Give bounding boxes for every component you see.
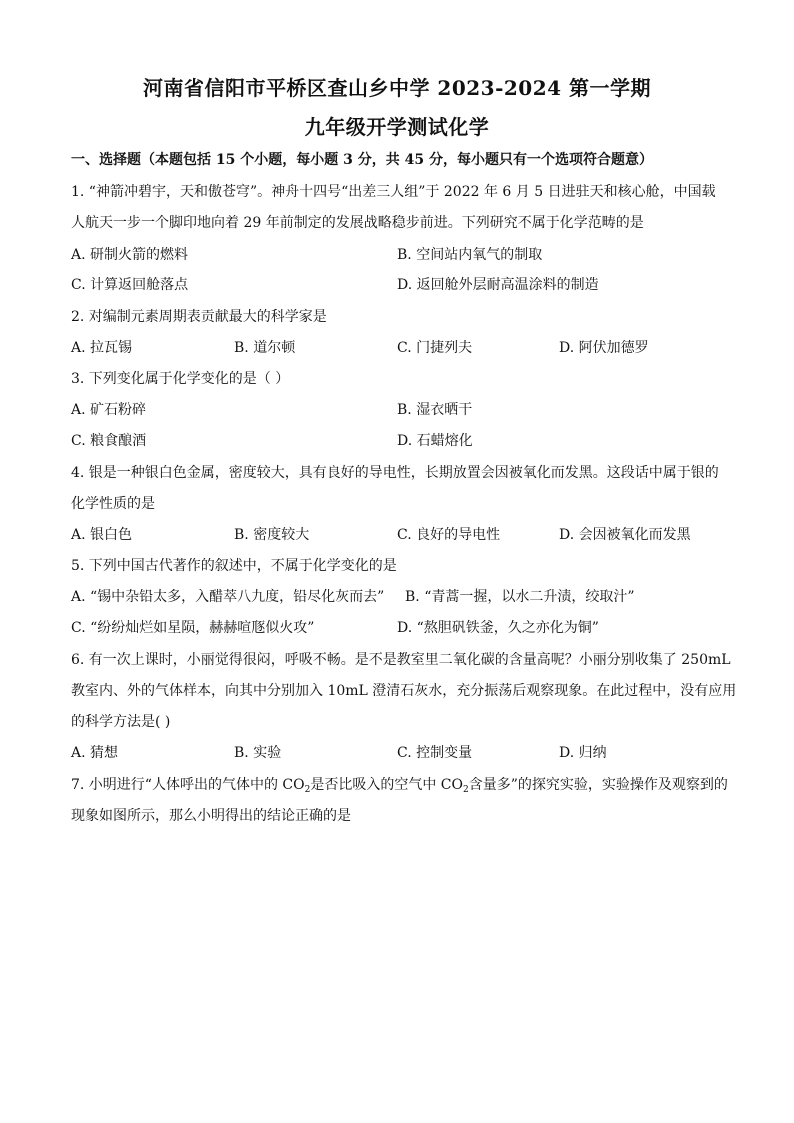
question-5-option-d: D. “熬胆矾铁釜，久之亦化为铜” xyxy=(397,620,599,636)
question-1-option-a: A. 研制火箭的燃料 xyxy=(71,247,189,263)
exam-subtitle: 九年级开学测试化学 xyxy=(304,115,490,139)
question-2-stem: 2. 对编制元素周期表贡献最大的科学家是 xyxy=(71,309,327,325)
question-3-option-c: C. 粮食酿酒 xyxy=(71,433,147,449)
question-5-stem: 5. 下列中国古代著作的叙述中，不属于化学变化的是 xyxy=(71,558,397,574)
question-1-option-c: C. 计算返回舱落点 xyxy=(71,277,189,293)
question-6-option-d: D. 归纳 xyxy=(559,745,607,761)
question-6-stem-line1: 6. 有一次上课时，小丽觉得很闷，呼吸不畅。是不是教室里二氧化碳的含量高呢？小丽分别收集了 250mL xyxy=(71,652,731,668)
question-2-option-b: B. 道尔顿 xyxy=(234,340,296,356)
question-4-option-b: B. 密度较大 xyxy=(234,527,310,543)
exam-title: 河南省信阳市平桥区查山乡中学 2023-2024 第一学期 xyxy=(142,76,652,100)
subscript-2: 2 xyxy=(304,785,311,795)
question-4-option-d: D. 会因被氧化而发黑 xyxy=(559,527,691,543)
question-7-text-part1: 7. 小明进行“人体呼出的气体中的 CO xyxy=(71,777,305,793)
question-7-text-part2: 是否比吸入的空气中 CO xyxy=(310,777,463,793)
question-5-option-b: B. “青蒿一握，以水二升渍，绞取汁” xyxy=(405,589,635,605)
question-2-option-d: D. 阿伏加德罗 xyxy=(559,340,649,356)
question-1-option-b: B. 空间站内氧气的制取 xyxy=(397,247,543,263)
question-7-stem-line2: 现象如图所示，那么小明得出的结论正确的是 xyxy=(71,808,351,824)
question-2-option-a: A. 拉瓦锡 xyxy=(71,340,133,356)
question-4-stem-line2: 化学性质的是 xyxy=(71,496,155,512)
question-5-option-a: A. “锡中杂铅太多，入醋萃八九度，铅尽化灰而去” xyxy=(71,589,385,605)
question-2-option-c: C. 门捷列夫 xyxy=(397,340,473,356)
section-heading: 一、选择题（本题包括 15 个小题，每小题 3 分，共 45 分，每小题只有一个选项符合题意） xyxy=(71,152,653,168)
question-7-stem-line1 xyxy=(71,775,728,795)
subscript-2: 2 xyxy=(462,785,469,795)
question-3-option-a: A. 矿石粉碎 xyxy=(71,402,147,418)
question-1-option-d: D. 返回舱外层耐高温涂料的制造 xyxy=(397,277,599,293)
question-3-option-b: B. 湿衣晒干 xyxy=(397,402,473,418)
question-7-text-part3: 含量多”的探究实验，实验操作及观察到的 xyxy=(468,777,728,793)
question-6-option-b: B. 实验 xyxy=(234,745,282,761)
question-6-option-a: A. 猜想 xyxy=(71,745,119,761)
question-1-stem-line2: 人航天一步一个脚印地向着 29 年前制定的发展战略稳步前进。下列研究不属于化学范畴的是 xyxy=(71,215,644,231)
question-3-option-d: D. 石蜡熔化 xyxy=(397,433,473,449)
question-3-stem: 3. 下列变化属于化学变化的是（ ） xyxy=(71,371,290,387)
question-5-option-c: C. “纷纷灿烂如星陨，赫赫喧豗似火攻” xyxy=(71,620,315,636)
question-4-option-a: A. 银白色 xyxy=(71,527,133,543)
question-6-stem-line2: 教室内、外的气体样本，向其中分别加入 10mL 澄清石灰水，充分振荡后观察现象。在此过程中，没有应用 xyxy=(71,683,737,699)
question-6-stem-line3: 的科学方法是( ) xyxy=(71,714,171,730)
question-1-stem-line1: 1. “神箭冲碧宇，天和傲苍穹”。神舟十四号“出差三人组”于 2022 年 6 月 5 日进驻天和核心舱，中国载 xyxy=(71,184,716,200)
question-4-option-c: C. 良好的导电性 xyxy=(397,527,501,543)
question-6-option-c: C. 控制变量 xyxy=(397,745,473,761)
question-4-stem-line1: 4. 银是一种银白色金属，密度较大，具有良好的导电性，长期放置会因被氧化而发黑。这段话中属于银的 xyxy=(71,465,719,481)
